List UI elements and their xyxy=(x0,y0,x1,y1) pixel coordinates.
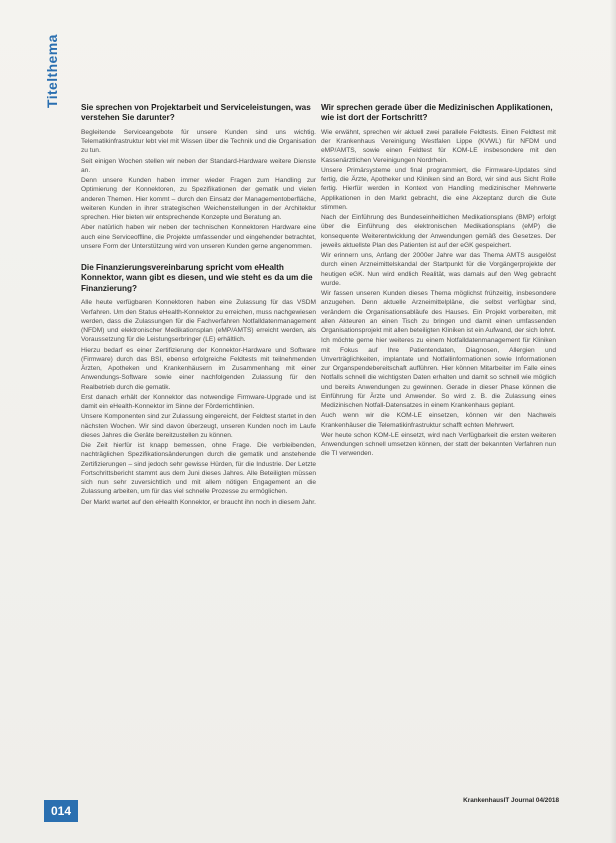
question-heading: Die Finanzierungsvereinbarung spricht vom eHealth Konnektor, wann gibt es diesen, und wie steht es da um die Finanzierung? xyxy=(81,263,313,293)
paragraph: Erst danach erhält der Konnektor das notwendige Firmware-Upgrade und ist damit ein eHealth-Konnektor im Sinne der Förderrichtlinien. xyxy=(81,393,316,411)
paragraph: Seit einigen Wochen stellen wir neben der Standard-Hardware weitere Dienste an. xyxy=(81,157,316,174)
paragraph: Wer heute schon KOM-LE einsetzt, wird nach Verfügbarkeit die ersten weiteren Anwendungen schnell umsetzen können, der statt der bekannten Verfahren nun die TI verwenden. xyxy=(321,431,556,458)
paragraph: Unsere Komponenten sind zur Zulassung eingereicht, der Feldtest startet in den nächsten Wochen. Wir sind davon überzeugt, unseren Kunden noch im Laufe dieses Jahres die Geräte bereitzustellen zu können. xyxy=(81,413,316,439)
paragraph: Auch wenn wir die KOM-LE einsetzen, können wir den Nachweis Krankenhäuser die Telematikinfrastruktur schafft echten Mehrwert. xyxy=(321,412,556,429)
paragraph: Wir fassen unseren Kunden dieses Thema möglichst frühzeitig, insbesondere anzugehen. Denn aktuelle Arzneimittelpläne, die selbst verfügbar sind, verändern die Organisationsabläufe des Hauses. Ein Projekt vorbereiten, mit allen Akteuren an einen Tisch zu bringen und damit einen umfassenden Organisationsprojekt mit allen beteiligten Kliniken ist ein Aufwand, der sich lohnt. xyxy=(321,290,556,335)
journal-footer: KrankenhausIT Journal 04/2018 xyxy=(463,797,559,804)
section-title: Titelthema xyxy=(44,34,60,108)
paragraph: Denn unsere Kunden haben immer wieder Fragen zum Handling zur Optimierung der Konnektoren, zu Spezifikationen der gematik und vielen anderen Themen. Hier kommt – durch den Einsatz der Managementoberfläche, weiteren Kunden in ihrer strategischen Weichenstellungen in der Architektur sprechen. Hier bieten wir entsprechende Konzepte und Beratung an. xyxy=(81,177,316,222)
page-number: 014 xyxy=(44,800,78,822)
question-heading: Sie sprechen von Projektarbeit und Serviceleistungen, was verstehen Sie darunter? xyxy=(81,103,311,123)
left-column xyxy=(81,103,316,508)
paragraph: Der Markt wartet auf den eHealth Konnektor, er braucht ihn noch in diesem Jahr. xyxy=(81,498,316,506)
question-heading: Wir sprechen gerade über die Medizinischen Applikationen, wie ist dort der Fortschritt? xyxy=(321,103,553,123)
paragraph: Wir erinnern uns, Anfang der 2000er Jahre war das Thema AMTS ausgelöst durch einen Arzneimittelskandal der Startpunkt für die Vorgängerprojekte der heutigen eGK. Nun wird endlich Realität, was damals auf den Weg gebracht wurde. xyxy=(321,252,556,287)
paragraph: Unsere Primärsysteme und final programmiert, die Firmware-Updates sind fertig, die Ärzte, Apotheker und Kliniken sind an Bord, wir sind aus Sicht Rolle fertig. Hierfür werden in Kontext von Handling medizinischer Mehrwerte Applikationen in den Markt gebracht, die eine Akzeptanz durch die Gute stimmen. xyxy=(321,166,556,211)
paragraph: Die Zeit hierfür ist knapp bemessen, ohne Frage. Die verbleibenden, nachträglichen Spezifikationsänderungen durch die gematik und anstehende Zertifizierungen – sind jedoch sehr gewisse Hürden, für die Industrie. Der Letzte Fortschrittsbericht stammt aus dem Juni dieses Jahres. Alle Beteiligten müssen sich nun sehr zuversichtlich und mit allem nötigen Engagement an die Zulassung arbeiten, um für das viel schnelle Prozesse zu ermöglichen. xyxy=(81,442,316,496)
page-edge-shadow xyxy=(610,0,616,843)
paragraph: Nach der Einführung des Bundeseinheitlichen Medikationsplans (BMP) erfolgt über die Einführung des elektronischen Medikationsplans (eMP) die konsequente Weiterentwicklung der Anwendungen gemäß des Gesetzes. Der jeweils aktuellste Plan des Patienten ist auf der eGK gespeichert. xyxy=(321,214,556,249)
paragraph: Begleitende Serviceangebote für unsere Kunden sind uns wichtig. Telematikinfrastruktur lebt viel mit Wissen über die Technik und die Organisation zu tun. xyxy=(81,128,316,155)
paragraph: Aber natürlich haben wir neben der technischen Konnektoren Hardware eine auch eine Serviceoffline, die Projekte umfassender und eingehender betrachtet, unsere Form der Unterstützung wird von unseren Kunden gerne angenommen. xyxy=(81,224,316,250)
paragraph: Alle heute verfügbaren Konnektoren haben eine Zulassung für das VSDM Verfahren. Um den Status eHealth-Konnektor zu erreichen, muss nachgewiesen werden, dass die Zulassungen für die Fachverfahren Notfalldatenmanagement (NFDM) und elektronischer Medikationsplan (eMP/AMTS) erreicht werden, als Voraussetzung für die Leistungserbringer (LE) erhältlich. xyxy=(81,299,316,344)
paragraph: Wie erwähnt, sprechen wir aktuell zwei parallele Feldtests. Einen Feldtest mit der Krankenhaus Vereinigung Westfalen Lippe (KVWL) für NFDM und eMP/AMTS, sowie einen Feldtest für KOM-LE insbesondere mit den Kassenärztlichen Vereinigungen Nordrhein. xyxy=(321,128,556,164)
paragraph: Hierzu bedarf es einer Zertifizierung der Konnektor-Hardware und Software (Firmware) durch das BSI, ebenso erfolgreiche Feldtests mit teilnehmenden Ärzten, Apotheken und Krankenhäusern im Zusammenhang mit einer Anwendungs-Software sowie einer nachfolgenden Zulassung für den Realbetrieb durch die gematik. xyxy=(81,346,316,391)
right-column xyxy=(321,103,556,460)
paragraph: Ich möchte gerne hier weiteres zu einem Notfalldatenmanagement für Kliniken mit Fokus auf Ihre Patientendaten, Diagnosen, Allergien und Unverträglichkeiten, implantate und Notfallinformationen sowie Informationen zur Organspendebereitschaft aufführen. Hier können Mitarbeiter im Falle eines Notfalls schnell die wichtigsten Daten erhalten und damit so schnell wie möglich und bereits Anwendungen zu gewinnen. Gerade in dieser Phase können die Einführung für Ärzte und Anwender. So wird z. B. die Zulassung eines Medizinischen Notfall-Datensatzes in einem Krankenhaus geplant. xyxy=(321,337,556,410)
